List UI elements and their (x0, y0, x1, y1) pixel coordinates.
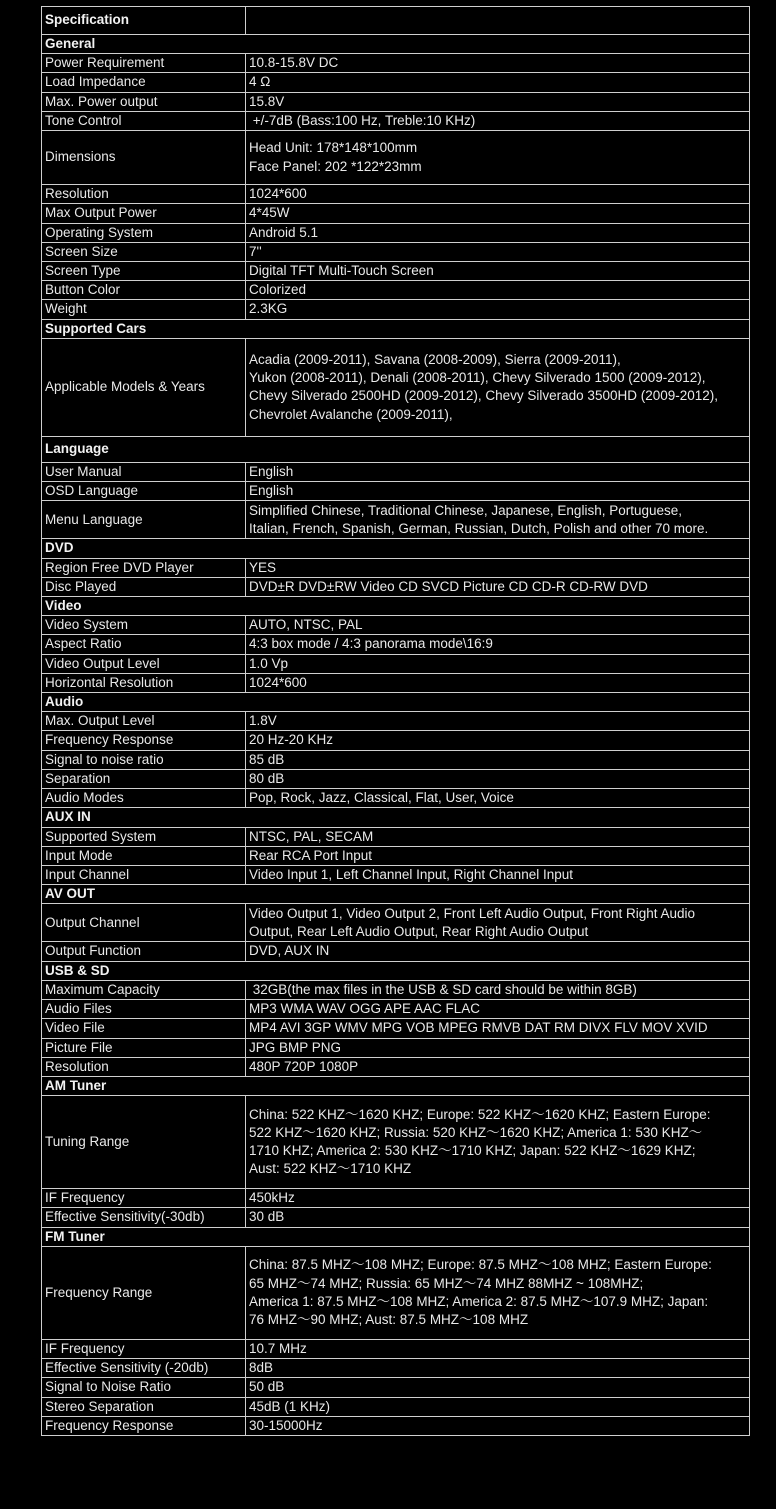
section-header-usb-sd (42, 961, 750, 980)
spec-row (42, 1359, 750, 1378)
section-title: AM Tuner (42, 1076, 750, 1095)
spec-label: Separation (42, 769, 246, 788)
section-header-video (42, 596, 750, 615)
spec-label: Audio Modes (42, 789, 246, 808)
spec-row (42, 73, 750, 92)
section-header-supported-cars (42, 319, 750, 338)
section-header-dvd (42, 539, 750, 558)
spec-row (42, 92, 750, 111)
spec-label: Menu Language (42, 501, 246, 539)
spec-row (42, 223, 750, 242)
spec-label: Video Output Level (42, 654, 246, 673)
spec-value: Android 5.1 (246, 223, 750, 242)
section-header-general (42, 35, 750, 54)
spec-value: 8dB (246, 1359, 750, 1378)
spec-value: DVD±R DVD±RW Video CD SVCD Picture CD CD-R CD-RW DVD (246, 577, 750, 596)
spec-label: Max. Power output (42, 92, 246, 111)
spec-row (42, 300, 750, 319)
spec-row (42, 654, 750, 673)
spec-value-line: Head Unit: 178*148*100mm (249, 140, 418, 156)
spec-value: 1024*600 (246, 185, 750, 204)
spec-value: +/-7dB (Bass:100 Hz, Treble:10 KHz) (246, 111, 750, 130)
spec-label: Dimensions (42, 131, 246, 185)
spec-row (42, 1057, 750, 1076)
spec-value: JPG BMP PNG (246, 1038, 750, 1057)
spec-value: 30 dB (246, 1208, 750, 1227)
spec-value (246, 131, 750, 185)
spec-value-line: Acadia (2009-2011), Savana (2008-2009), Sierra (2009-2011), (249, 351, 621, 367)
spec-value: DVD, AUX IN (246, 942, 750, 961)
spec-row (42, 942, 750, 961)
spec-row (42, 281, 750, 300)
specification-body (42, 7, 750, 1436)
spec-value: 10.8-15.8V DC (246, 54, 750, 73)
spec-row (42, 1397, 750, 1416)
spec-value: 4*45W (246, 204, 750, 223)
spec-row (42, 1339, 750, 1358)
spec-label: Resolution (42, 1057, 246, 1076)
spec-value-line: America 1: 87.5 MHZ～108 MHZ; America 2: 87.5 MHZ～107.9 MHZ; Japan: (249, 1293, 709, 1309)
spec-value: 1.0 Vp (246, 654, 750, 673)
spec-value (246, 501, 750, 539)
spec-value: Rear RCA Port Input (246, 846, 750, 865)
spec-value-line: 65 MHZ～74 MHZ; Russia: 65 MHZ～74 MHZ 88MHZ ~ 108MHZ; (249, 1275, 644, 1291)
spec-value: 30-15000Hz (246, 1416, 750, 1435)
spec-row (42, 131, 750, 185)
spec-row (42, 242, 750, 261)
spec-row (42, 866, 750, 885)
spec-row (42, 54, 750, 73)
spec-label: Max Output Power (42, 204, 246, 223)
specification-table (41, 6, 750, 1436)
spec-value: Pop, Rock, Jazz, Classical, Flat, User, Voice (246, 789, 750, 808)
spec-value-line: Yukon (2008-2011), Denali (2008-2011), Chevy Silverado 1500 (2009-2012), (249, 370, 706, 386)
spec-value: 4 Ω (246, 73, 750, 92)
spec-value: 1024*600 (246, 673, 750, 692)
spec-value: 20 Hz-20 KHz (246, 731, 750, 750)
spec-value: Colorized (246, 281, 750, 300)
spec-label: Output Function (42, 942, 246, 961)
spec-value-line: China: 522 KHZ～1620 KHZ; Europe: 522 KHZ～1620 KHZ; Eastern Europe: (249, 1106, 711, 1122)
spec-value-line: Aust: 522 KHZ～1710 KHZ (249, 1161, 412, 1177)
spec-row (42, 1189, 750, 1208)
section-title: Audio (42, 693, 750, 712)
spec-label: Power Requirement (42, 54, 246, 73)
spec-label: Weight (42, 300, 246, 319)
spec-label: Region Free DVD Player (42, 558, 246, 577)
spec-value: 1.8V (246, 712, 750, 731)
spec-row (42, 1096, 750, 1189)
spec-value: 480P 720P 1080P (246, 1057, 750, 1076)
section-title: Language (42, 436, 750, 462)
spec-value: NTSC, PAL, SECAM (246, 827, 750, 846)
spec-value-line: Face Panel: 202 *122*23mm (249, 158, 422, 174)
spec-row (42, 789, 750, 808)
section-title: FM Tuner (42, 1227, 750, 1246)
spec-row (42, 904, 750, 942)
spec-value: 7'' (246, 242, 750, 261)
spec-value: 10.7 MHz (246, 1339, 750, 1358)
spec-row (42, 185, 750, 204)
spec-row (42, 462, 750, 481)
spec-label: Signal to Noise Ratio (42, 1378, 246, 1397)
spec-value-line: Simplified Chinese, Traditional Chinese, Japanese, English, Portuguese, (249, 502, 683, 518)
spec-label: OSD Language (42, 482, 246, 501)
spec-row (42, 827, 750, 846)
spec-row (42, 338, 750, 436)
spec-row (42, 846, 750, 865)
spec-row (42, 1000, 750, 1019)
spec-row (42, 204, 750, 223)
spec-row (42, 482, 750, 501)
spec-value: 50 dB (246, 1378, 750, 1397)
spec-label: Input Mode (42, 846, 246, 865)
spec-row (42, 577, 750, 596)
spec-label: Disc Played (42, 577, 246, 596)
spec-row (42, 980, 750, 999)
spec-value-line: Video Output 1, Video Output 2, Front Left Audio Output, Front Right Audio (249, 905, 696, 921)
spec-value: MP4 AVI 3GP WMV MPG VOB MPEG RMVB DAT RM DIVX FLV MOV XVID (246, 1019, 750, 1038)
spec-label: Effective Sensitivity(-30db) (42, 1208, 246, 1227)
spec-label: Stereo Separation (42, 1397, 246, 1416)
section-header-fm-tuner (42, 1227, 750, 1246)
spec-value: 4:3 box mode / 4:3 panorama mode\16:9 (246, 635, 750, 654)
spec-label: Aspect Ratio (42, 635, 246, 654)
spec-value: 80 dB (246, 769, 750, 788)
spec-value-line: Chevrolet Avalanche (2009-2011), (249, 406, 453, 422)
spec-value: 85 dB (246, 750, 750, 769)
spec-value-line: 1710 KHZ; America 2: 530 KHZ～1710 KHZ; Japan: 522 KHZ～1629 KHZ; (249, 1143, 696, 1159)
section-title: AUX IN (42, 808, 750, 827)
spec-label: Frequency Response (42, 1416, 246, 1435)
spec-row (42, 750, 750, 769)
spec-label: Output Channel (42, 904, 246, 942)
spec-label: Input Channel (42, 866, 246, 885)
section-header-language (42, 436, 750, 462)
spec-value: YES (246, 558, 750, 577)
spec-row (42, 673, 750, 692)
title-empty-cell (246, 7, 750, 35)
spec-value: 450kHz (246, 1189, 750, 1208)
spec-label: Button Color (42, 281, 246, 300)
spec-value: English (246, 482, 750, 501)
section-header-aux-in (42, 808, 750, 827)
spec-label: IF Frequency (42, 1189, 246, 1208)
title-row (42, 7, 750, 35)
spec-value (246, 904, 750, 942)
spec-row (42, 501, 750, 539)
spec-label: Audio Files (42, 1000, 246, 1019)
spec-row (42, 1246, 750, 1339)
spec-label: Screen Size (42, 242, 246, 261)
section-header-av-out (42, 885, 750, 904)
spec-label: Video File (42, 1019, 246, 1038)
spec-value: 32GB(the max files in the USB & SD card should be within 8GB) (246, 980, 750, 999)
spec-value (246, 338, 750, 436)
section-title: Video (42, 596, 750, 615)
spec-row (42, 616, 750, 635)
spec-label: Picture File (42, 1038, 246, 1057)
spec-value-line: 522 KHZ～1620 KHZ; Russia: 520 KHZ～1620 KHZ; America 1: 530 KHZ～ (249, 1124, 703, 1140)
spec-value (246, 1246, 750, 1339)
spec-value-line: 76 MHZ～90 MHZ; Aust: 87.5 MHZ～108 MHZ (249, 1312, 529, 1328)
spec-row (42, 769, 750, 788)
spec-label: Signal to noise ratio (42, 750, 246, 769)
section-title: Supported Cars (42, 319, 750, 338)
spec-value-line: China: 87.5 MHZ～108 MHZ; Europe: 87.5 MHZ～108 MHZ; Eastern Europe: (249, 1257, 712, 1273)
spec-value: English (246, 462, 750, 481)
spec-label: Max. Output Level (42, 712, 246, 731)
spec-value: 2.3KG (246, 300, 750, 319)
spec-row (42, 635, 750, 654)
section-title: DVD (42, 539, 750, 558)
spec-row (42, 1378, 750, 1397)
section-header-audio (42, 693, 750, 712)
section-title: USB & SD (42, 961, 750, 980)
spec-row (42, 712, 750, 731)
spec-label: Video System (42, 616, 246, 635)
spec-label: Effective Sensitivity (-20db) (42, 1359, 246, 1378)
spec-row (42, 1208, 750, 1227)
section-title: General (42, 35, 750, 54)
spec-label: IF Frequency (42, 1339, 246, 1358)
spec-label: Tone Control (42, 111, 246, 130)
spec-label: Screen Type (42, 261, 246, 280)
spec-label: Operating System (42, 223, 246, 242)
page-title: Specification (42, 7, 246, 35)
spec-value: 45dB (1 KHz) (246, 1397, 750, 1416)
spec-value-line: Chevy Silverado 2500HD (2009-2012), Chevy Silverado 3500HD (2009-2012), (249, 388, 719, 404)
spec-label: Frequency Response (42, 731, 246, 750)
spec-row (42, 261, 750, 280)
spec-value: Video Input 1, Left Channel Input, Right Channel Input (246, 866, 750, 885)
spec-value: MP3 WMA WAV OGG APE AAC FLAC (246, 1000, 750, 1019)
spec-row (42, 1416, 750, 1435)
spec-label: Horizontal Resolution (42, 673, 246, 692)
spec-label: Load Impedance (42, 73, 246, 92)
spec-label: Maximum Capacity (42, 980, 246, 999)
spec-value: Digital TFT Multi-Touch Screen (246, 261, 750, 280)
spec-label: Applicable Models & Years (42, 338, 246, 436)
spec-label: Tuning Range (42, 1096, 246, 1189)
spec-value (246, 1096, 750, 1189)
spec-label: User Manual (42, 462, 246, 481)
section-header-am-tuner (42, 1076, 750, 1095)
spec-label: Resolution (42, 185, 246, 204)
spec-value-line: Italian, French, Spanish, German, Russian, Dutch, Polish and other 70 more. (249, 520, 709, 536)
spec-row (42, 558, 750, 577)
spec-label: Supported System (42, 827, 246, 846)
section-title: AV OUT (42, 885, 750, 904)
spec-row (42, 1019, 750, 1038)
spec-row (42, 731, 750, 750)
spec-row (42, 111, 750, 130)
spec-value-line: Output, Rear Left Audio Output, Rear Right Audio Output (249, 923, 589, 939)
spec-value: 15.8V (246, 92, 750, 111)
spec-label: Frequency Range (42, 1246, 246, 1339)
spec-row (42, 1038, 750, 1057)
spec-value: AUTO, NTSC, PAL (246, 616, 750, 635)
